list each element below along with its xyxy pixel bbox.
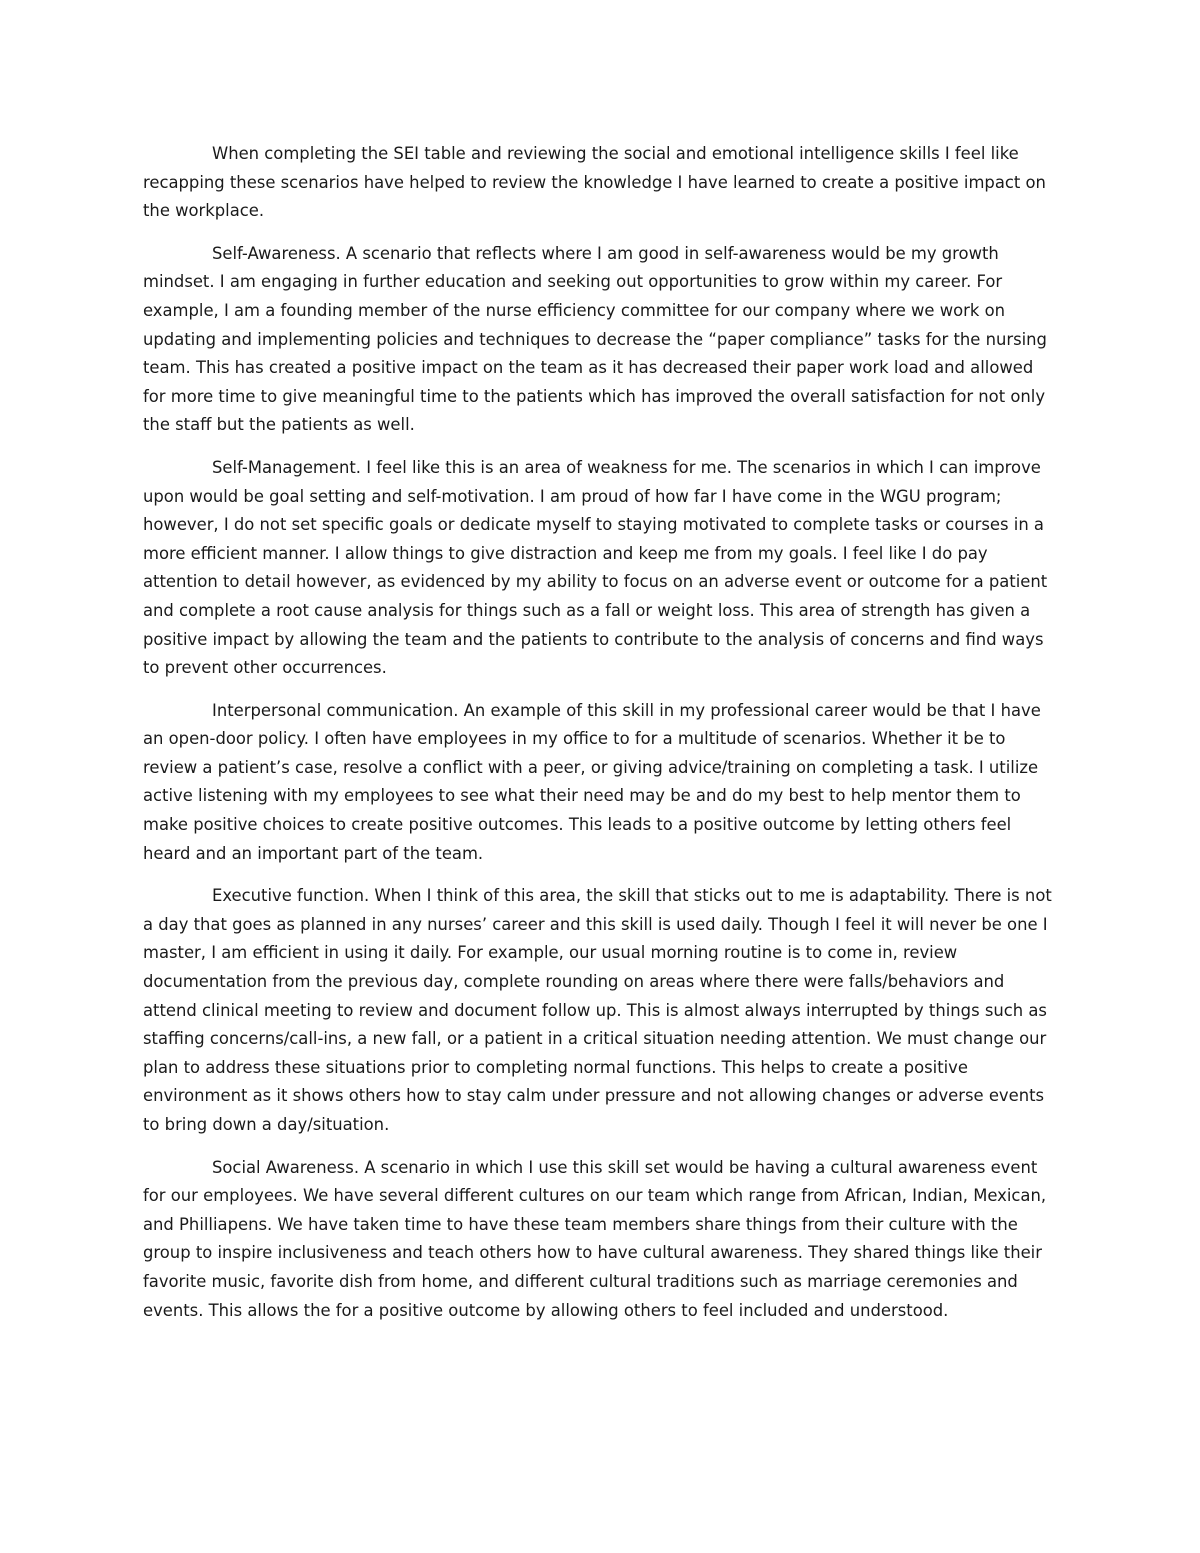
paragraph-introduction: When completing the SEI table and reviewing the social and emotional intelligence skills I feel like recapping these scenarios have helped to review the knowledge I have learned to create a positive impact on the workplace. (143, 144, 1046, 221)
paragraph-interpersonal-communication: Interpersonal communication. An example of this skill in my professional career would be that I have an open-door policy. I often have employees in my office to for a multitude of scenarios. Whether it be to review a patient’s case, resolve a conflict with a peer, or giving advice/training on completing a task. I utilize active listening with my employees to see what their need may be and do my best to help mentor them to make positive choices to create positive outcomes. This leads to a positive outcome by letting others feel heard and an important part of the team. (143, 700, 1041, 863)
paragraph-social-awareness: Social Awareness. A scenario in which I use this skill set would be having a cultural awareness event for our employees. We have several different cultures on our team which range from African, Indian, Mexican, and Philliapens. We have taken time to have these team members share things from their culture with the group to inspire inclusiveness and teach others how to have cultural awareness. They shared things like their favorite music, favorite dish from home, and different cultural traditions such as marriage ceremonies and events. This allows the for a positive outcome by allowing others to feel included and understood. (143, 1157, 1047, 1320)
paragraph-self-awareness: Self-Awareness. A scenario that reflects where I am good in self-awareness would be my growth mindset. I am engaging in further education and seeking out opportunities to grow within my career. For example, I am a founding member of the nurse efficiency committee for our company where we work on updating and implementing policies and techniques to decrease the “paper compliance” tasks for the nursing team. This has created a positive impact on the team as it has decreased their paper work load and allowed for more time to give meaningful time to the patients which has improved the overall satisfaction for not only the staff but the patients as well. (143, 243, 1047, 435)
paragraph-executive-function: Executive function. When I think of this area, the skill that sticks out to me is adaptability. There is not a day that goes as planned in any nurses’ career and this skill is used daily. Though I feel it will never be one I master, I am efficient in using it daily. For example, our usual morning routine is to come in, review documentation from the previous day, complete rounding on areas where there were falls/behaviors and attend clinical meeting to review and document follow up. This is almost always interrupted by things such as staffing concerns/call-ins, a new fall, or a patient in a critical situation needing attention. We must change our plan to address these situations prior to completing normal functions. This helps to create a positive environment as it shows others how to stay calm under pressure and not allowing changes or adverse events to bring down a day/situation. (143, 886, 1052, 1134)
paragraph-self-management: Self-Management. I feel like this is an area of weakness for me. The scenarios in which I can improve upon would be goal setting and self-motivation. I am proud of how far I have come in the WGU program; however, I do not set specific goals or dedicate myself to staying motivated to complete tasks or courses in a more efficient manner. I allow things to give distraction and keep me from my goals. I feel like I do pay attention to detail however, as evidenced by my ability to focus on an adverse event or outcome for a patient and complete a root cause analysis for things such as a fall or weight loss. This area of strength has given a positive impact by allowing the team and the patients to contribute to the analysis of concerns and find ways to prevent other occurrences. (143, 457, 1048, 678)
